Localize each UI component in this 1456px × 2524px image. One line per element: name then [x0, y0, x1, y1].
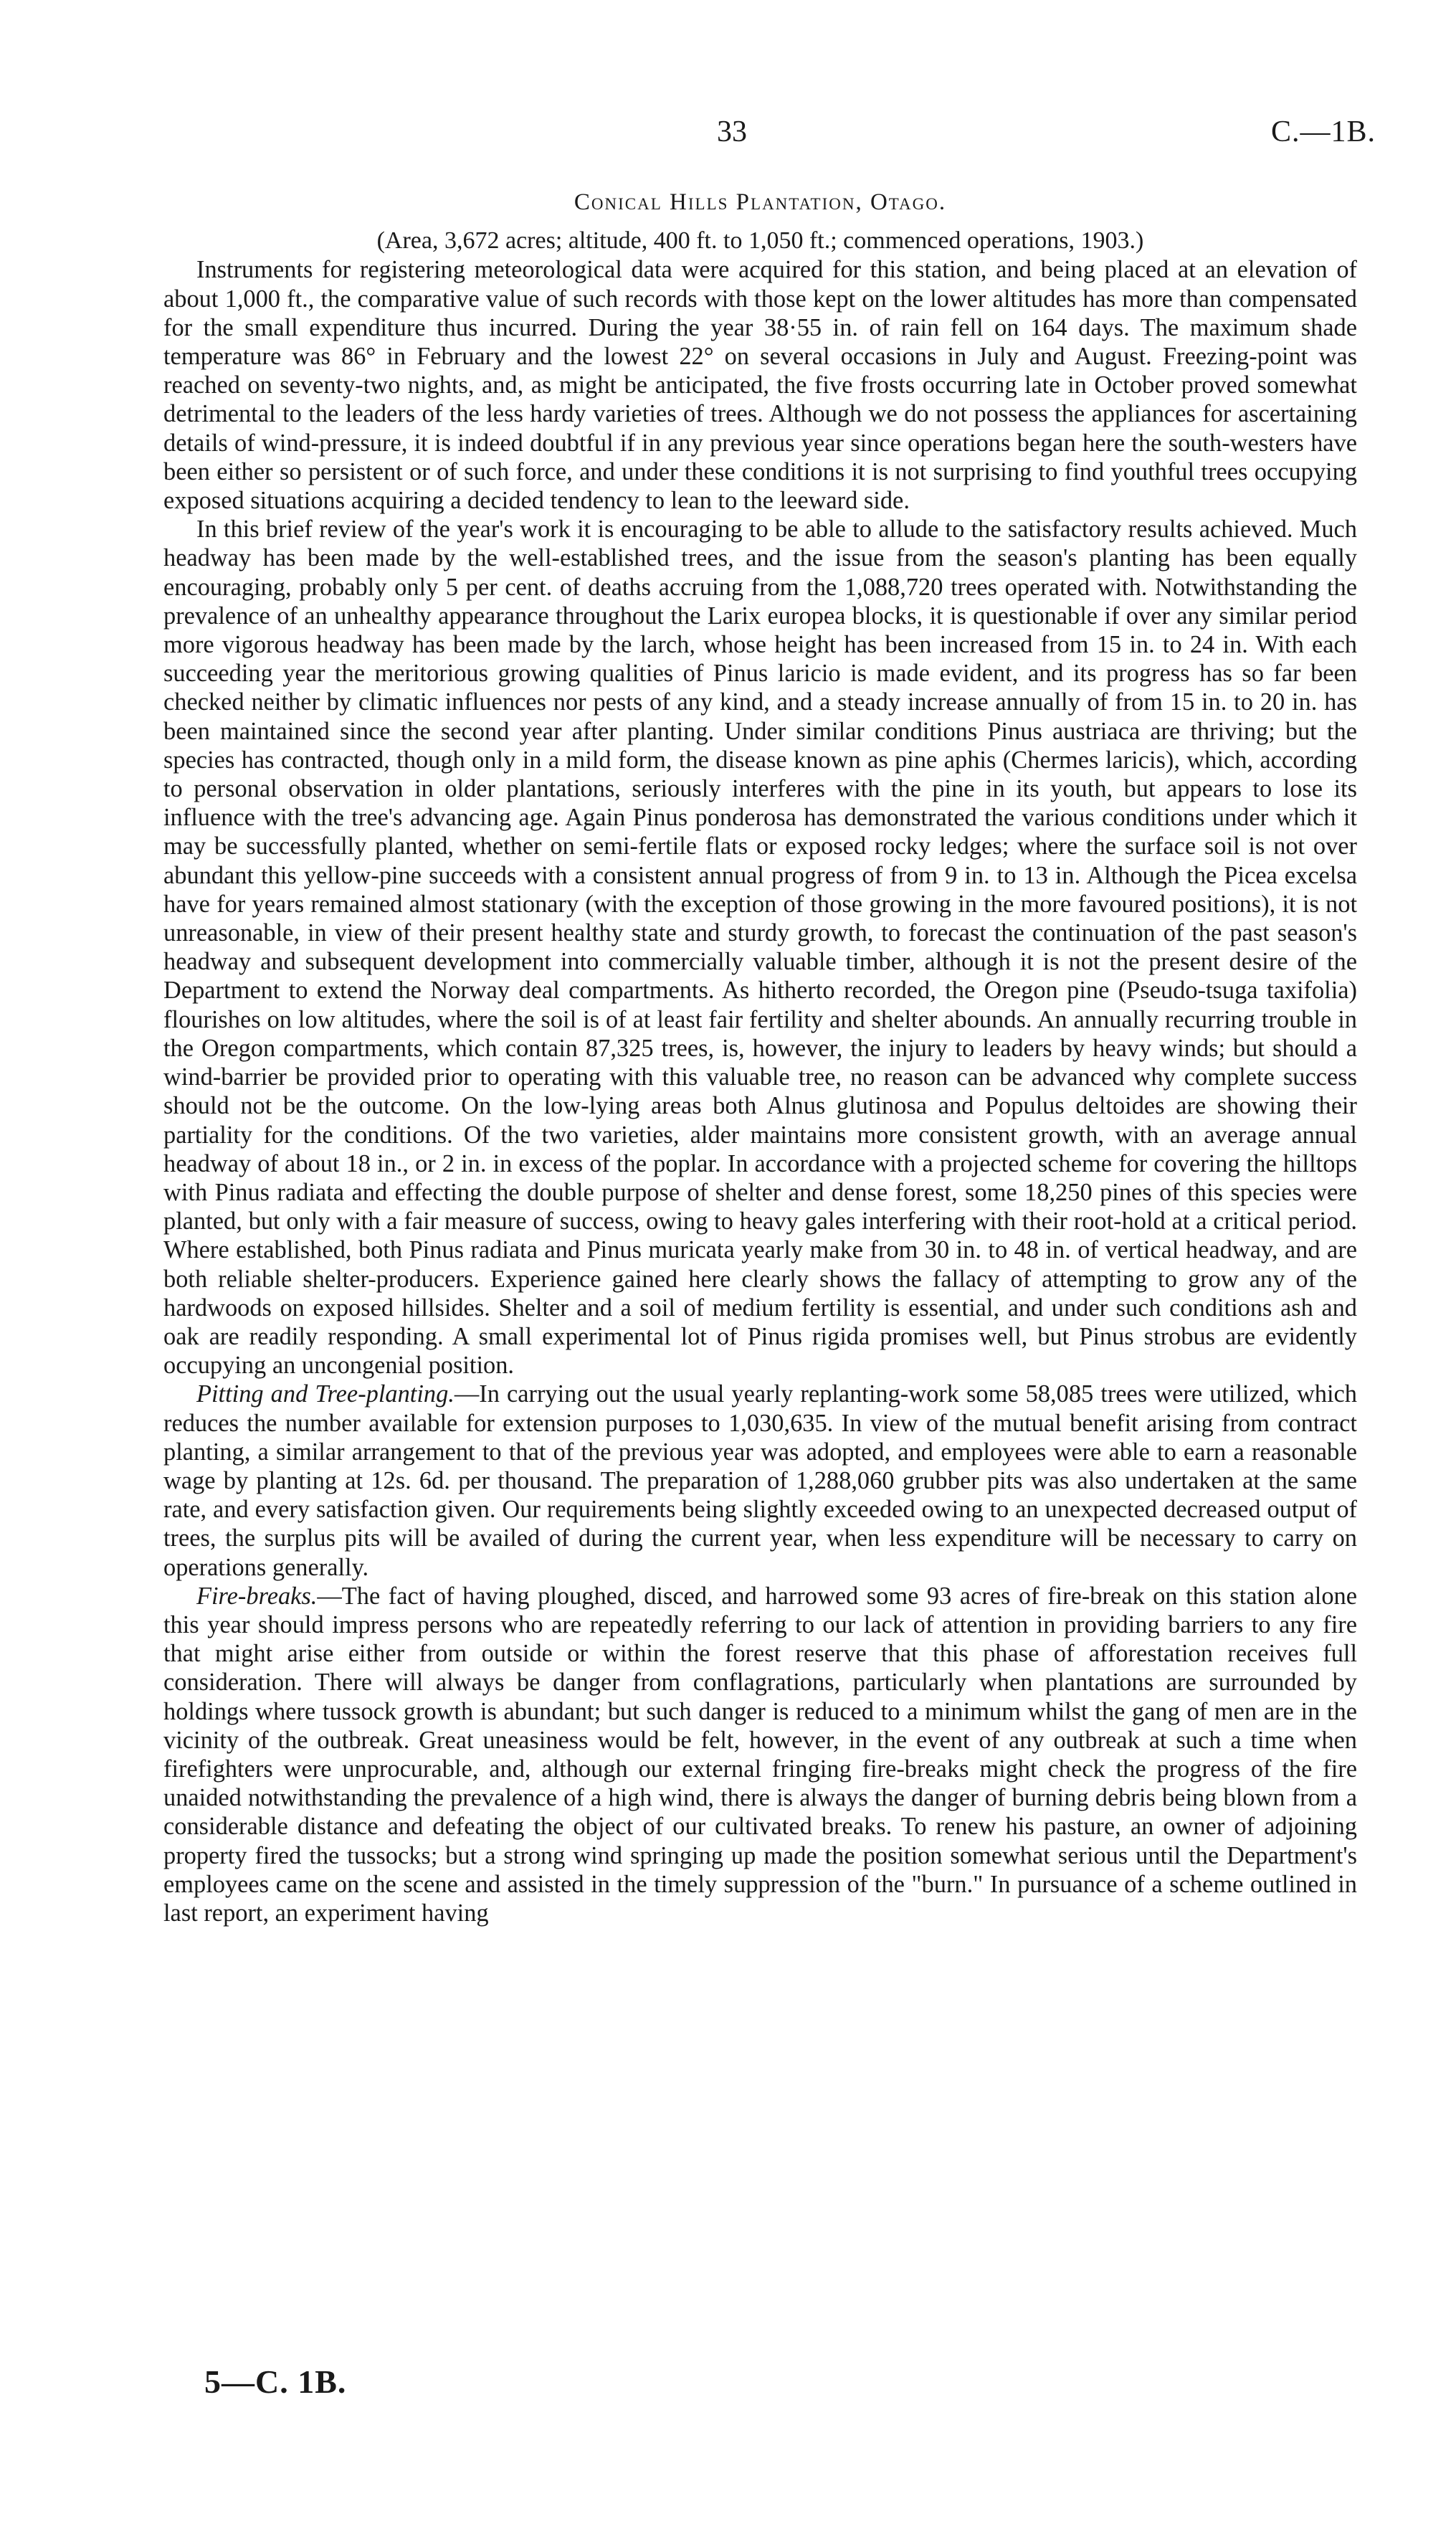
page-number: 33: [717, 115, 747, 148]
paragraph-meteorological: Instruments for registering meteorological data were acquired for this station, and being placed at an elevation of about 1,000 ft., the comparative value of such records with those kept on the lower altitudes has more than compensated for the small expenditure thus incurred. During the year 38·55 in. of rain fell on 164 days. The maximum shade temperature was 86° in February and the lowest 22° on several occasions in July and August. Freezing-point was reached on seventy-two nights, and, as might be anticipated, the five frosts occurring late in October proved somewhat detrimental to the leaders of the less hardy varieties of trees. Although we do not possess the appliances for ascertaining details of wind-pressure, it is indeed doubtful if in any previous year since operations began here the south-westers have been either so persistent or of such force, and under these conditions it is not surprising to find youthful trees occupying exposed situations acquiring a decided tendency to lean to the leeward side.: [163, 256, 1357, 515]
page-header: [0, 115, 1456, 165]
side-heading-pitting: Pitting and Tree-planting.: [196, 1380, 455, 1408]
side-heading-fire-breaks: Fire-breaks.: [196, 1582, 318, 1610]
document-code: C.—1B.: [1270, 115, 1376, 148]
section-title: Conical Hills Plantation, Otago.: [574, 189, 947, 215]
printer-signature: 5—C. 1B.: [204, 2363, 347, 2400]
body-text: [163, 188, 1357, 1927]
section-subtitle: (Area, 3,672 acres; altitude, 400 ft. to 1,050 ft.; commenced operations, 1903.): [376, 227, 1144, 255]
paragraph-fire-breaks-text: —The fact of having ploughed, disced, and harrowed some 93 acres of fire-break on this station alone this year should impress persons who are repeatedly referring to our lack of attention in providing barriers to any fire that might arise either from outside or within the forest reserve that this phase of afforestation receives full consideration. There will always be danger from conflagrations, particularly when plantations are surrounded by holdings where tussock growth is abundant; but such danger is reduced to a minimum whilst the gang of men are in the vicinity of the outbreak. Great uneasiness would be felt, however, in the event of any outbreak at such a time when firefighters were unprocurable, and, although our external fringing fire-breaks might check the progress of the fire unaided notwithstanding the prevalence of a high wind, there is always the danger of burning debris being blown from a considerable distance and defeating the object of our cultivated breaks. To renew his pasture, an owner of adjoining property fired the tussocks; but a strong wind springing up made the position somewhat serious until the Department's employees came on the scene and assisted in the timely suppression of the "burn." In pursuance of a scheme outlined in last report, an experiment having: [163, 1582, 1357, 1927]
paragraph-pitting: [163, 1380, 1357, 1581]
paragraph-pitting-text: —In carrying out the usual yearly replanting-work some 58,085 trees were utilized, which reduces the number available for extension purposes to 1,030,635. In view of the mutual benefit arising from contract planting, a similar arrangement to that of the previous year was adopted, and employees were able to earn a reasonable wage by planting at 12s. 6d. per thousand. The preparation of 1,288,060 grubber pits was also undertaken at the same rate, and every satisfaction given. Our requirements being slightly exceeded owing to an unexpected decreased output of trees, the surplus pits will be availed of during the current year, when less expenditure will be necessary to carry on operations generally.: [163, 1380, 1357, 1581]
paragraph-fire-breaks: [163, 1582, 1357, 1927]
paragraph-year-review: In this brief review of the year's work it is encouraging to be able to allude to the satisfactory results achieved. Much headway has been made by the well-established trees, and the issue from the season's planting has been equally encouraging, probably only 5 per cent. of deaths accruing from the 1,088,720 trees operated with. Notwithstanding the prevalence of an unhealthy appearance throughout the Larix europea blocks, it is questionable if over any similar period more vigorous headway has been made by the larch, whose height has been increased from 15 in. to 24 in. With each succeeding year the meritorious growing qualities of Pinus laricio is made evident, and its progress has so far been checked neither by climatic influences nor pests of any kind, and a steady increase annually of from 15 in. to 20 in. has been maintained since the second year after planting. Under similar conditions Pinus austriaca are thriving; but the species has contracted, though only in a mild form, the disease known as pine aphis (Chermes laricis), which, according to personal observation in older plantations, seriously interferes with the pine in its youth, but appears to lose its influence with the tree's advancing age. Again Pinus ponderosa has demonstrated the various conditions under which it may be successfully planted, whether on semi-fertile flats or exposed rocky ledges; where the surface soil is not over abundant this yellow-pine succeeds with a consistent annual progress of from 9 in. to 13 in. Although the Picea excelsa have for years remained almost stationary (with the exception of those growing in the more favoured positions), it is not unreasonable, in view of their present healthy state and sturdy growth, to forecast the continuation of the past season's headway and subsequent development into commercially valuable timber, although it is not the present desire of the Department to extend the Norway deal compartments. As hitherto recorded, the Oregon pine (Pseudo-tsuga taxifolia) flourishes on low altitudes, where the soil is of at least fair fertility and shelter abounds. An annually recurring trouble in the Oregon compartments, which contain 87,325 trees, is, however, the injury to leaders by heavy winds; but should a wind-barrier be provided prior to operating with this valuable tree, no reason can be advanced why complete success should not be the outcome. On the low-lying areas both Alnus glutinosa and Populus deltoides are showing their partiality for the conditions. Of the two varieties, alder maintains more consistent growth, with an average annual headway of about 18 in., or 2 in. in excess of the poplar. In accordance with a projected scheme for covering the hilltops with Pinus radiata and effecting the double purpose of shelter and dense forest, some 18,250 pines of this species were planted, but only with a fair measure of success, owing to heavy gales interfering with their root-hold at a critical period. Where established, both Pinus radiata and Pinus muricata yearly make from 30 in. to 48 in. of vertical headway, and are both reliable shelter-producers. Experience gained here clearly shows the fallacy of attempting to grow any of the hardwoods on exposed hillsides. Shelter and a soil of medium fertility is essential, and under such conditions ash and oak are readily responding. A small experimental lot of Pinus rigida promises well, but Pinus strobus are evidently occupying an uncongenial position.: [163, 516, 1357, 1380]
